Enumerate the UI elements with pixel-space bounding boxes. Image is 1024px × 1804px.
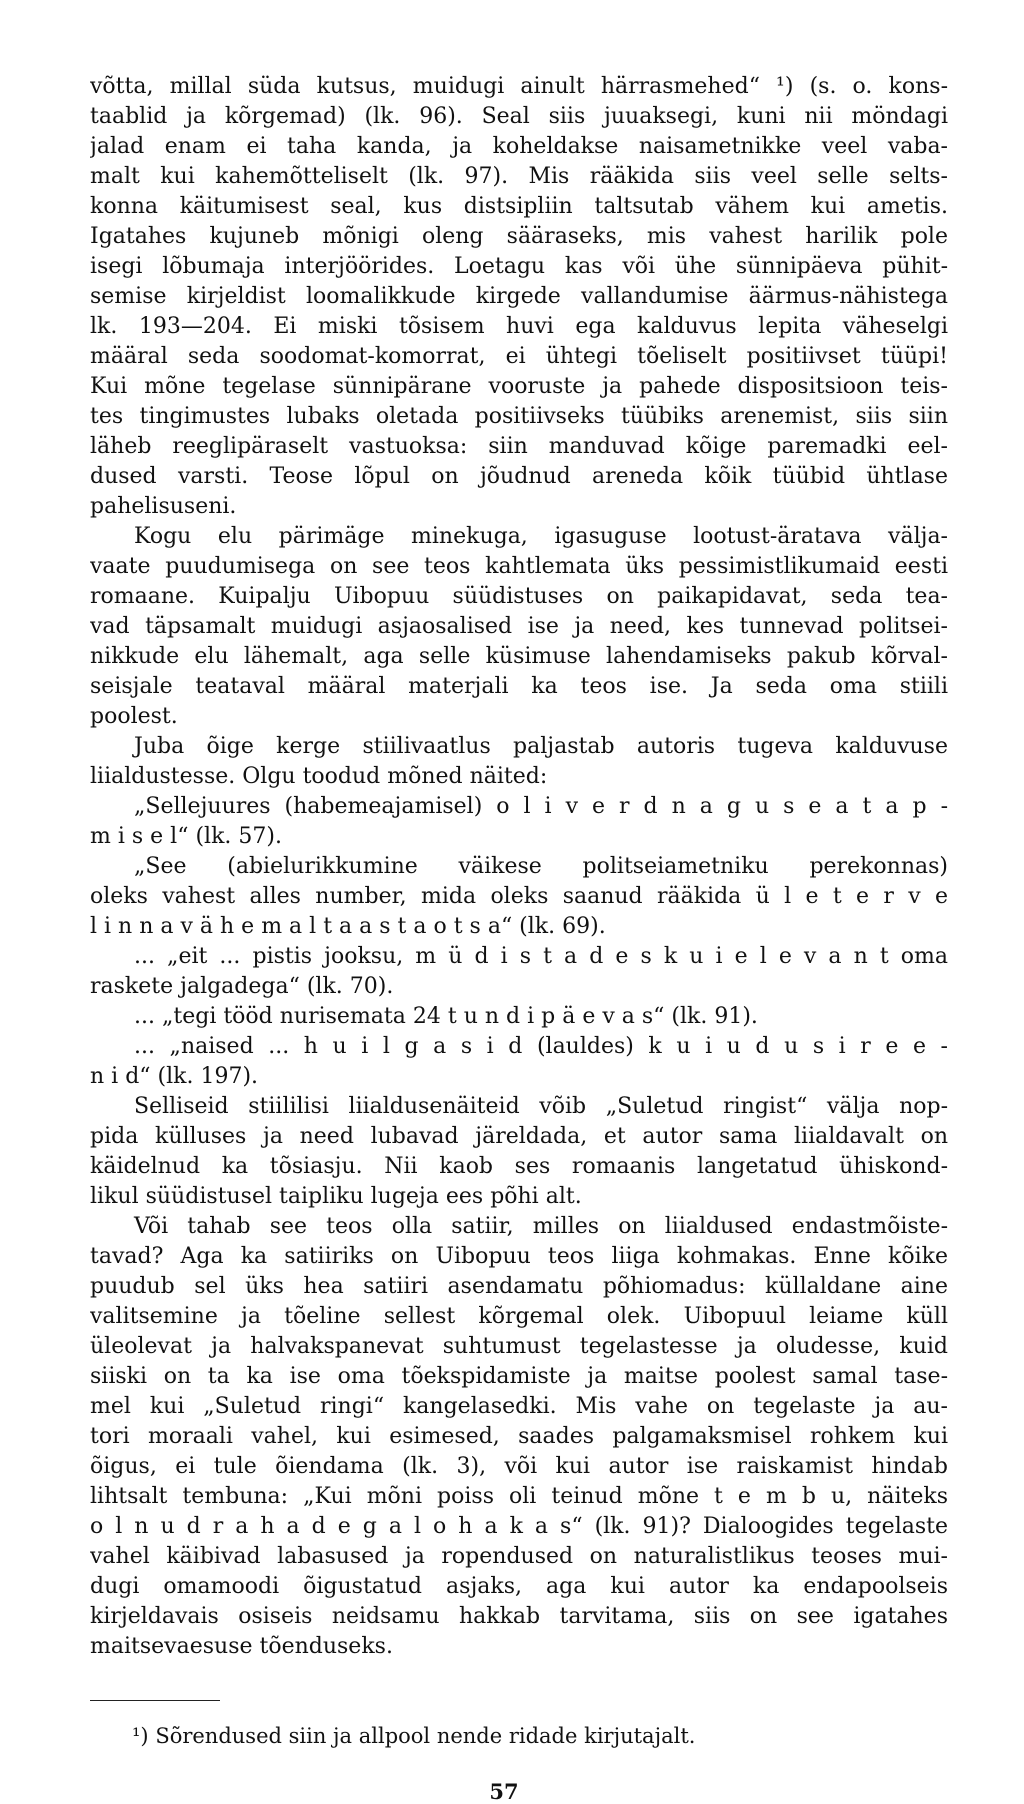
text-line: ... „eit ... pistis jooksu, m ü d i s t a d e s k u i e l e v a n t oma — [134, 944, 948, 969]
text-line: Juba õige kerge stiilivaatlus paljastab autoris tugeva kalduvuse — [134, 734, 948, 759]
body-text — [90, 72, 948, 1662]
text-line: malt kui kahemõtteliselt (lk. 97). Mis rääkida siis veel selle selts- — [90, 164, 948, 189]
text-line: määral seda soodomat-komorrat, ei ühtegi tõeliselt positiivset tüüpi! — [90, 344, 948, 369]
text-line: pahelisuseni. — [90, 494, 237, 519]
text-line: Igatahes kujuneb mõnigi oleng sääraseks, mis vahest harilik pole — [90, 224, 948, 249]
text-line: likul süüdistusel taipliku lugeja ees põhi alt. — [90, 1184, 582, 1209]
text-line: käidelnud ka tõsiasju. Nii kaob ses romaanis langetatud ühiskond- — [90, 1154, 948, 1179]
text-line: puudub sel üks hea satiiri asendamatu põhiomadus: küllaldane aine — [90, 1274, 948, 1299]
text-line: Või tahab see teos olla satiir, milles on liialdused endastmõiste- — [134, 1214, 948, 1239]
text-line: õigus, ei tule õiendama (lk. 3), või kui autor ise raiskamist hindab — [90, 1454, 948, 1479]
text-line: ... „naised ... h u i l g a s i d (lauldes) k u i u d u s i r e e - — [134, 1034, 948, 1059]
text-line: mel kui „Suletud ringi“ kangelasedki. Mis vahe on tegelaste ja au- — [90, 1394, 948, 1419]
text-line: o l n u d r a h a d e g a l o h a k a s“ (lk. 91)? Dialoogides tegelaste — [90, 1514, 948, 1539]
text-line: siiski on ta ka ise oma tõekspidamiste ja maitse poolest samal tase- — [90, 1364, 948, 1389]
text-line: konna käitumisest seal, kus distsipliin taltsutab vähem kui ametis. — [90, 194, 948, 219]
text-line: lk. 193—204. Ei miski tõsisem huvi ega kalduvus lepita väheselgi — [90, 314, 948, 339]
book-page — [90, 72, 948, 1804]
text-line: tori moraali vahel, kui esimesed, saades palgamaksmisel rohkem kui — [90, 1424, 948, 1449]
text-line: taablid ja kõrgemad) (lk. 96). Seal siis juuaksegi, kuni nii möndagi — [90, 104, 948, 129]
text-line: kirjeldavais osiseis neidsamu hakkab tarvitama, siis on see igatahes — [90, 1604, 948, 1629]
text-line: vahel käibivad labasused ja ropendused on naturalistlikus teoses mui- — [90, 1544, 948, 1569]
footnote-text: Sõrendused siin ja allpool nende ridade kirjutajalt. — [155, 1724, 696, 1748]
text-line: „Sellejuures (habemeajamisel) o l i v e r d n a g u s e a t a p - — [134, 794, 948, 819]
text-line: raskete jalgadega“ (lk. 70). — [90, 974, 394, 999]
text-line: seisjale teataval määral materjali ka teos ise. Ja seda oma stiili — [90, 674, 948, 699]
text-line: romaane. Kuipalju Uibopuu süüdistuses on paikapidavat, seda tea- — [90, 584, 948, 609]
page-number: 57 — [489, 1779, 519, 1804]
text-line: läheb reeglipäraselt vastuoksa: siin manduvad kõige paremadki eel- — [90, 434, 948, 459]
text-line: isegi lõbumaja interjöörides. Loetagu kas või ühe sünnipäeva pühit- — [90, 254, 948, 279]
text-line: poolest. — [90, 704, 178, 729]
text-line: Selliseid stiililisi liialdusenäiteid võib „Suletud ringist“ välja nop- — [134, 1094, 948, 1119]
text-line: lihtsalt tembuna: „Kui mõni poiss oli teinud mõne t e m b u, näiteks — [90, 1484, 948, 1509]
text-line: üleolevat ja halvakspanevat suhtumust tegelastesse ja oludesse, kuid — [90, 1334, 948, 1359]
text-line: l i n n a v ä h e m a l t a a s t a o t s a“ (lk. 69). — [90, 914, 606, 939]
text-line: m i s e l“ (lk. 57). — [90, 824, 282, 849]
text-line: tes tingimustes lubaks oletada positiivseks tüübiks arenemist, siis siin — [90, 404, 948, 429]
text-line: n i d“ (lk. 197). — [90, 1064, 259, 1089]
text-line: ... „tegi tööd nurisemata 24 t u n d i p ä e v a s“ (lk. 91). — [134, 1004, 758, 1029]
text-line: valitsemine ja tõeline sellest kõrgemal olek. Uibopuul leiame küll — [90, 1304, 948, 1329]
text-line: dugi omamoodi õigustatud asjaks, aga kui autor ka endapoolseis — [90, 1574, 948, 1599]
text-line: Kogu elu pärimäge minekuga, igasuguse lootust-äratava välja- — [134, 524, 948, 549]
text-line: pida külluses ja need lubavad järeldada, et autor sama liialdavalt on — [90, 1124, 948, 1149]
text-line: semise kirjeldist loomalikkude kirgede vallandumise äärmus-nähistega — [90, 284, 948, 309]
text-line: vaate puudumisega on see teos kahtlemata üks pessimistlikumaid eesti — [90, 554, 948, 579]
text-line: nikkude elu lähemalt, aga selle küsimuse lahendamiseks pakub kõrval- — [90, 644, 948, 669]
text-line: vad täpsamalt muidugi asjaosalised ise ja need, kes tunnevad politsei- — [90, 614, 948, 639]
text-line: Kui mõne tegelase sünnipärane vooruste ja pahede dispositsioon teis- — [90, 374, 948, 399]
text-line: oleks vahest alles number, mida oleks saanud rääkida ü l e t e r v e — [90, 884, 948, 909]
text-line: tavad? Aga ka satiiriks on Uibopuu teos liiga kohmakas. Enne kõike — [90, 1244, 948, 1269]
text-line: võtta, millal süda kutsus, muidugi ainult härrasmehed“ ¹) (s. o. kons- — [90, 74, 948, 99]
text-line: dused varsti. Teose lõpul on jõudnud areneda kõik tüübid ühtlase — [90, 464, 948, 489]
footnote-marker: ¹) — [132, 1724, 149, 1748]
footnote — [90, 1719, 948, 1753]
footnote-separator — [90, 1700, 220, 1701]
text-line: „See (abielurikkumine väikese politseiametniku perekonnas) — [134, 854, 948, 879]
text-line: maitsevaesuse tõenduseks. — [90, 1634, 393, 1659]
text-line: jalad enam ei taha kanda, ja koheldakse naisametnikke veel vaba- — [90, 134, 948, 159]
text-line: liialdustesse. Olgu toodud mõned näited: — [90, 764, 548, 789]
